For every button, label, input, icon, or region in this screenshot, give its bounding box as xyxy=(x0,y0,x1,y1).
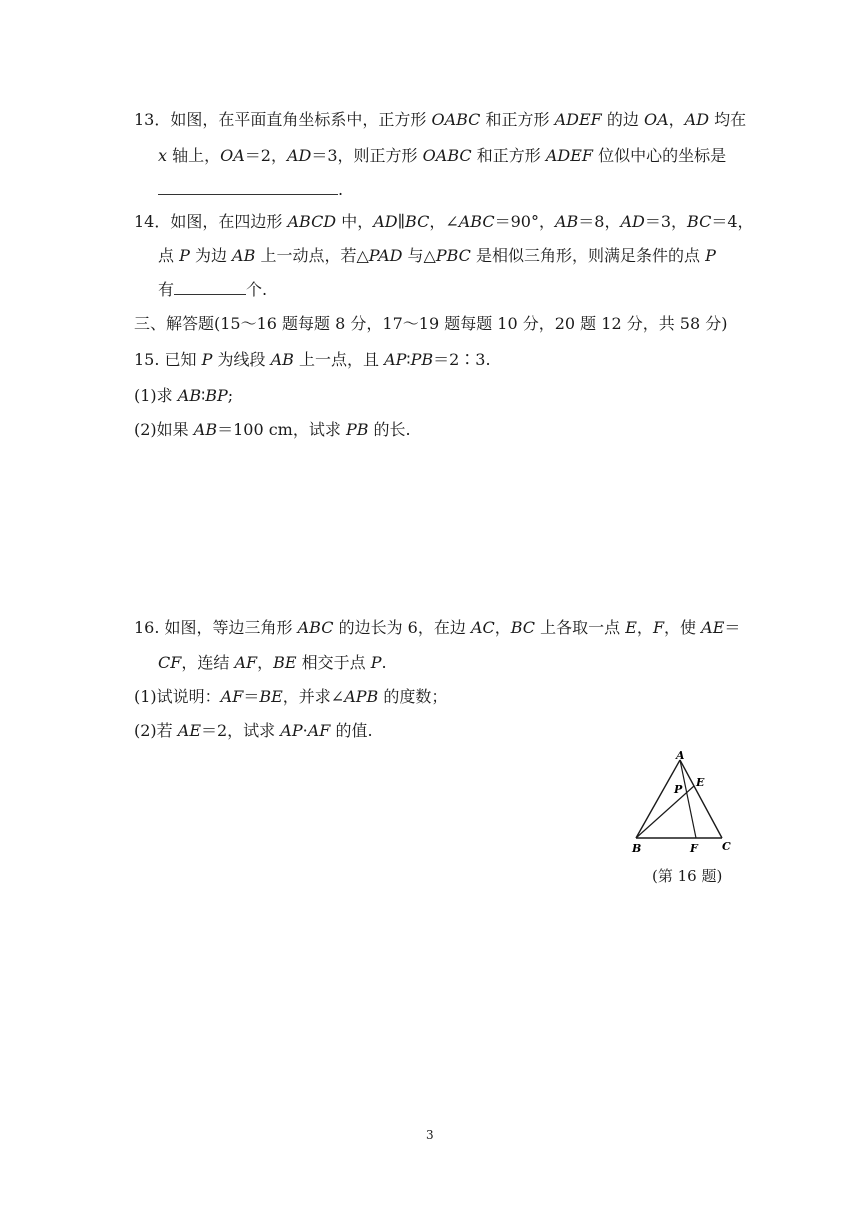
math-variable: BE xyxy=(273,653,297,672)
math-variable: AP xyxy=(384,350,407,369)
q15-part-2 xyxy=(134,420,411,440)
section-3-heading xyxy=(134,314,728,334)
text-run: ＝90°， xyxy=(494,212,555,231)
math-variable: AB xyxy=(270,350,294,369)
text-run: 的边 xyxy=(601,110,644,129)
figure-label-b: B xyxy=(632,842,642,855)
math-variable: AB xyxy=(232,246,256,265)
text-run: ，∠ xyxy=(429,212,459,231)
figure-label-p: P xyxy=(674,783,683,796)
q16-line-1 xyxy=(134,618,740,638)
math-variable: PB xyxy=(345,420,369,439)
text-run: 14．如图，在四边形 xyxy=(134,212,288,231)
math-variable: OA xyxy=(220,146,245,165)
text-run: ＝2，试求 xyxy=(201,721,281,740)
text-run: (2)若 xyxy=(134,721,178,740)
q16-figure-caption: (第 16 题) xyxy=(652,867,723,885)
math-variable: AF xyxy=(307,721,331,740)
math-variable: BC xyxy=(405,212,430,231)
text-run: ＝ xyxy=(724,618,741,637)
text-run: ， xyxy=(494,618,511,637)
math-variable: AF xyxy=(234,653,258,672)
math-variable: AB xyxy=(193,420,218,439)
figure-label-c: C xyxy=(722,840,731,853)
text-run: · xyxy=(302,721,308,740)
figure-label-a: A xyxy=(676,749,685,762)
math-variable: ADEF xyxy=(545,146,593,165)
text-run: 和正方形 xyxy=(480,110,555,129)
text-run: 上一动点，若△ xyxy=(255,246,369,265)
text-run: ，使 xyxy=(664,618,702,637)
text-run: ＝100 cm，试求 xyxy=(217,420,346,439)
q15-part-1 xyxy=(134,386,233,406)
text-run: 三、解答题(15～16 题每题 8 分，17～19 题每题 10 分，20 题 12 分，共 58 分) xyxy=(134,314,728,333)
math-variable: ADEF xyxy=(554,110,602,129)
text-run: . xyxy=(381,653,387,672)
text-run: 15. 已知 xyxy=(134,350,202,369)
text-run: ， xyxy=(636,618,653,637)
q13-line-3 xyxy=(158,180,343,200)
text-run: (1)试说明： xyxy=(134,687,221,706)
q13-answer-blank xyxy=(158,194,338,195)
figure-label-f: F xyxy=(690,842,698,855)
text-run: ， xyxy=(668,110,685,129)
text-run: 均在 xyxy=(709,110,747,129)
q16-triangle-figure xyxy=(622,748,742,858)
math-variable: BE xyxy=(259,687,283,706)
math-variable: BC xyxy=(510,618,536,637)
text-run: ＝8， xyxy=(578,212,621,231)
text-run: ＝3，则正方形 xyxy=(311,146,423,165)
q13-line-3-end: . xyxy=(338,180,344,199)
text-run: (2)如果 xyxy=(134,420,194,439)
math-variable: OABC xyxy=(422,146,472,165)
side-ab xyxy=(636,760,680,838)
q14-line-2 xyxy=(158,246,716,266)
q16-part-1 xyxy=(134,687,447,707)
q13-line-1 xyxy=(134,110,746,130)
text-run: 的度数； xyxy=(378,687,448,706)
math-variable: AD xyxy=(620,212,645,231)
math-variable: ABC xyxy=(458,212,495,231)
text-run: ∥ xyxy=(397,212,406,231)
text-run: ，连结 xyxy=(181,653,235,672)
text-run: ＝3， xyxy=(644,212,688,231)
figure-label-e: E xyxy=(696,776,705,789)
q14-line-1 xyxy=(134,212,754,232)
text-run: 的值. xyxy=(330,721,373,740)
text-run: 16. 如图，等边三角形 xyxy=(134,618,298,637)
math-variable: OABC xyxy=(431,110,481,129)
text-run: ; xyxy=(227,386,234,405)
q14-line-3-start: 有 xyxy=(158,280,175,299)
text-run: 是相似三角形，则满足条件的点 xyxy=(470,246,706,265)
math-variable: AC xyxy=(470,618,495,637)
text-run: 的长. xyxy=(368,420,411,439)
text-run: ，并求∠ xyxy=(282,687,345,706)
math-variable: CF xyxy=(158,653,182,672)
text-run: 相交于点 xyxy=(296,653,371,672)
text-run: 和正方形 xyxy=(471,146,546,165)
math-variable: BC xyxy=(687,212,712,231)
text-run: 的边长为 6，在边 xyxy=(333,618,471,637)
math-variable: PBC xyxy=(435,246,471,265)
q14-answer-blank xyxy=(174,294,246,295)
math-variable: AF xyxy=(220,687,244,706)
text-run: ∶ xyxy=(406,350,411,369)
text-run: 中， xyxy=(336,212,374,231)
math-variable: AD xyxy=(286,146,312,165)
text-run: 上各取一点 xyxy=(535,618,626,637)
math-variable: AE xyxy=(701,618,725,637)
text-run: ∶ xyxy=(201,386,206,405)
math-variable: AP xyxy=(280,721,303,740)
text-run: ＝2∶3. xyxy=(433,350,491,369)
text-run: (1)求 xyxy=(134,386,178,405)
text-run: ＝2， xyxy=(244,146,287,165)
q14-line-3-end: 个. xyxy=(246,280,268,299)
q14-line-3 xyxy=(158,280,267,300)
math-variable: P xyxy=(705,246,716,265)
text-run: 与△ xyxy=(402,246,436,265)
math-variable: E xyxy=(625,618,637,637)
q16-part-2 xyxy=(134,721,373,741)
math-variable: ABC xyxy=(297,618,334,637)
text-run: ＝4， xyxy=(711,212,754,231)
math-variable: ABCD xyxy=(287,212,337,231)
text-run: 为边 xyxy=(189,246,233,265)
math-variable: AE xyxy=(177,721,201,740)
math-variable: PAD xyxy=(368,246,403,265)
math-variable: AD xyxy=(684,110,710,129)
text-run: 为线段 xyxy=(212,350,271,369)
math-variable: AB xyxy=(554,212,579,231)
text-run: 13．如图，在平面直角坐标系中，正方形 xyxy=(134,110,432,129)
math-variable: AD xyxy=(373,212,398,231)
text-run: 上一点，且 xyxy=(293,350,385,369)
math-variable: OA xyxy=(643,110,669,129)
text-run: 位似中心的坐标是 xyxy=(592,146,727,165)
math-variable: x xyxy=(158,146,168,165)
text-run: 点 xyxy=(158,246,180,265)
math-variable: F xyxy=(652,618,665,637)
text-run: ， xyxy=(257,653,274,672)
side-ac xyxy=(680,760,722,838)
q13-line-2 xyxy=(158,146,726,166)
segment-be xyxy=(636,786,694,838)
math-variable: PB xyxy=(410,350,434,369)
q15-line-1 xyxy=(134,350,491,370)
math-variable: AB xyxy=(177,386,202,405)
math-variable: P xyxy=(370,653,382,672)
q16-line-2 xyxy=(158,653,387,673)
math-variable: P xyxy=(201,350,213,369)
segment-af xyxy=(680,760,696,838)
math-variable: BP xyxy=(205,386,228,405)
text-run: ＝ xyxy=(243,687,260,706)
text-run: 轴上， xyxy=(167,146,221,165)
math-variable: P xyxy=(179,246,190,265)
math-variable: APB xyxy=(344,687,379,706)
page-number: 3 xyxy=(426,1128,434,1142)
